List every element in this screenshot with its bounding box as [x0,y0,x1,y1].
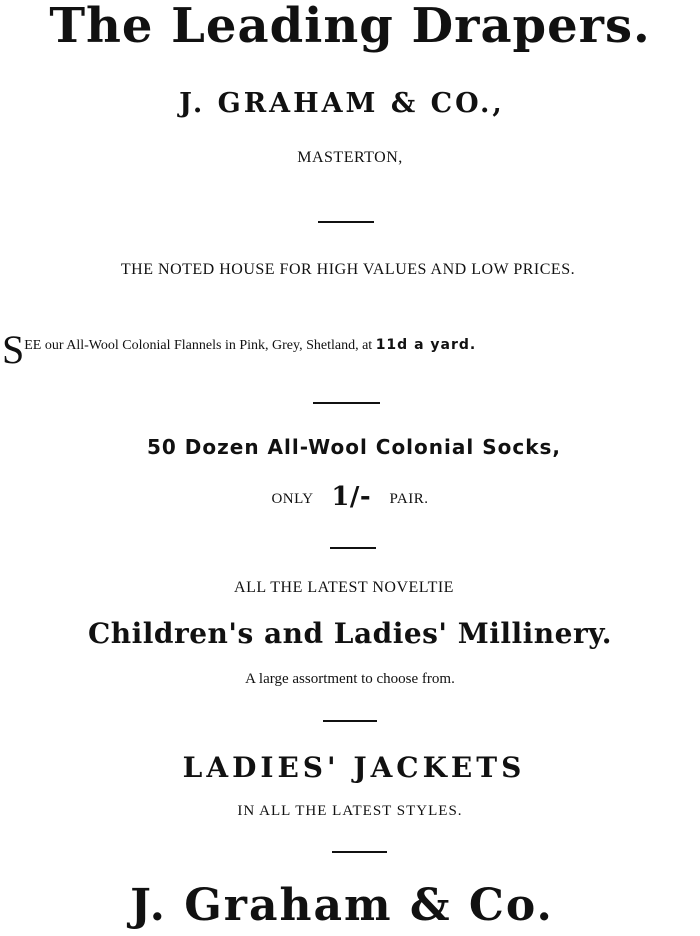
socks-price-line [0,484,700,510]
divider-4 [323,720,377,722]
divider-2 [313,402,380,404]
divider-5 [332,851,387,853]
flannels-line [2,327,700,372]
location: MASTERTON, [297,149,403,166]
jackets-title: LADIES' JACKETS [182,751,526,784]
millinery: Children's and Ladies' Millinery. [87,617,613,650]
divider-1 [318,221,374,223]
firm-name: J. GRAHAM & CO., [179,88,505,119]
headline: The Leading Drapers. [49,0,651,54]
flannels-price: 11d a yard. [375,337,477,353]
dropcap-s: S [2,327,25,372]
flannels-text: EE our All-Wool Colonial Flannels in Pink, Grey, Shetland, at [24,338,373,353]
novelties: ALL THE LATEST NOVELTIE [234,579,454,596]
socks-title: 50 Dozen All-Wool Colonial Socks, [146,435,561,459]
socks-pair: PAIR. [389,491,429,507]
socks-price: 1/- [331,482,372,512]
tagline: THE NOTED HOUSE FOR HIGH VALUES AND LOW PRICES. [120,261,576,278]
signature: J. Graham & Co. [130,880,554,931]
jackets-sub: IN ALL THE LATEST STYLES. [237,803,463,819]
assortment: A large assortment to choose from. [245,671,455,687]
divider-3 [330,547,376,549]
socks-only: ONLY [271,491,314,507]
